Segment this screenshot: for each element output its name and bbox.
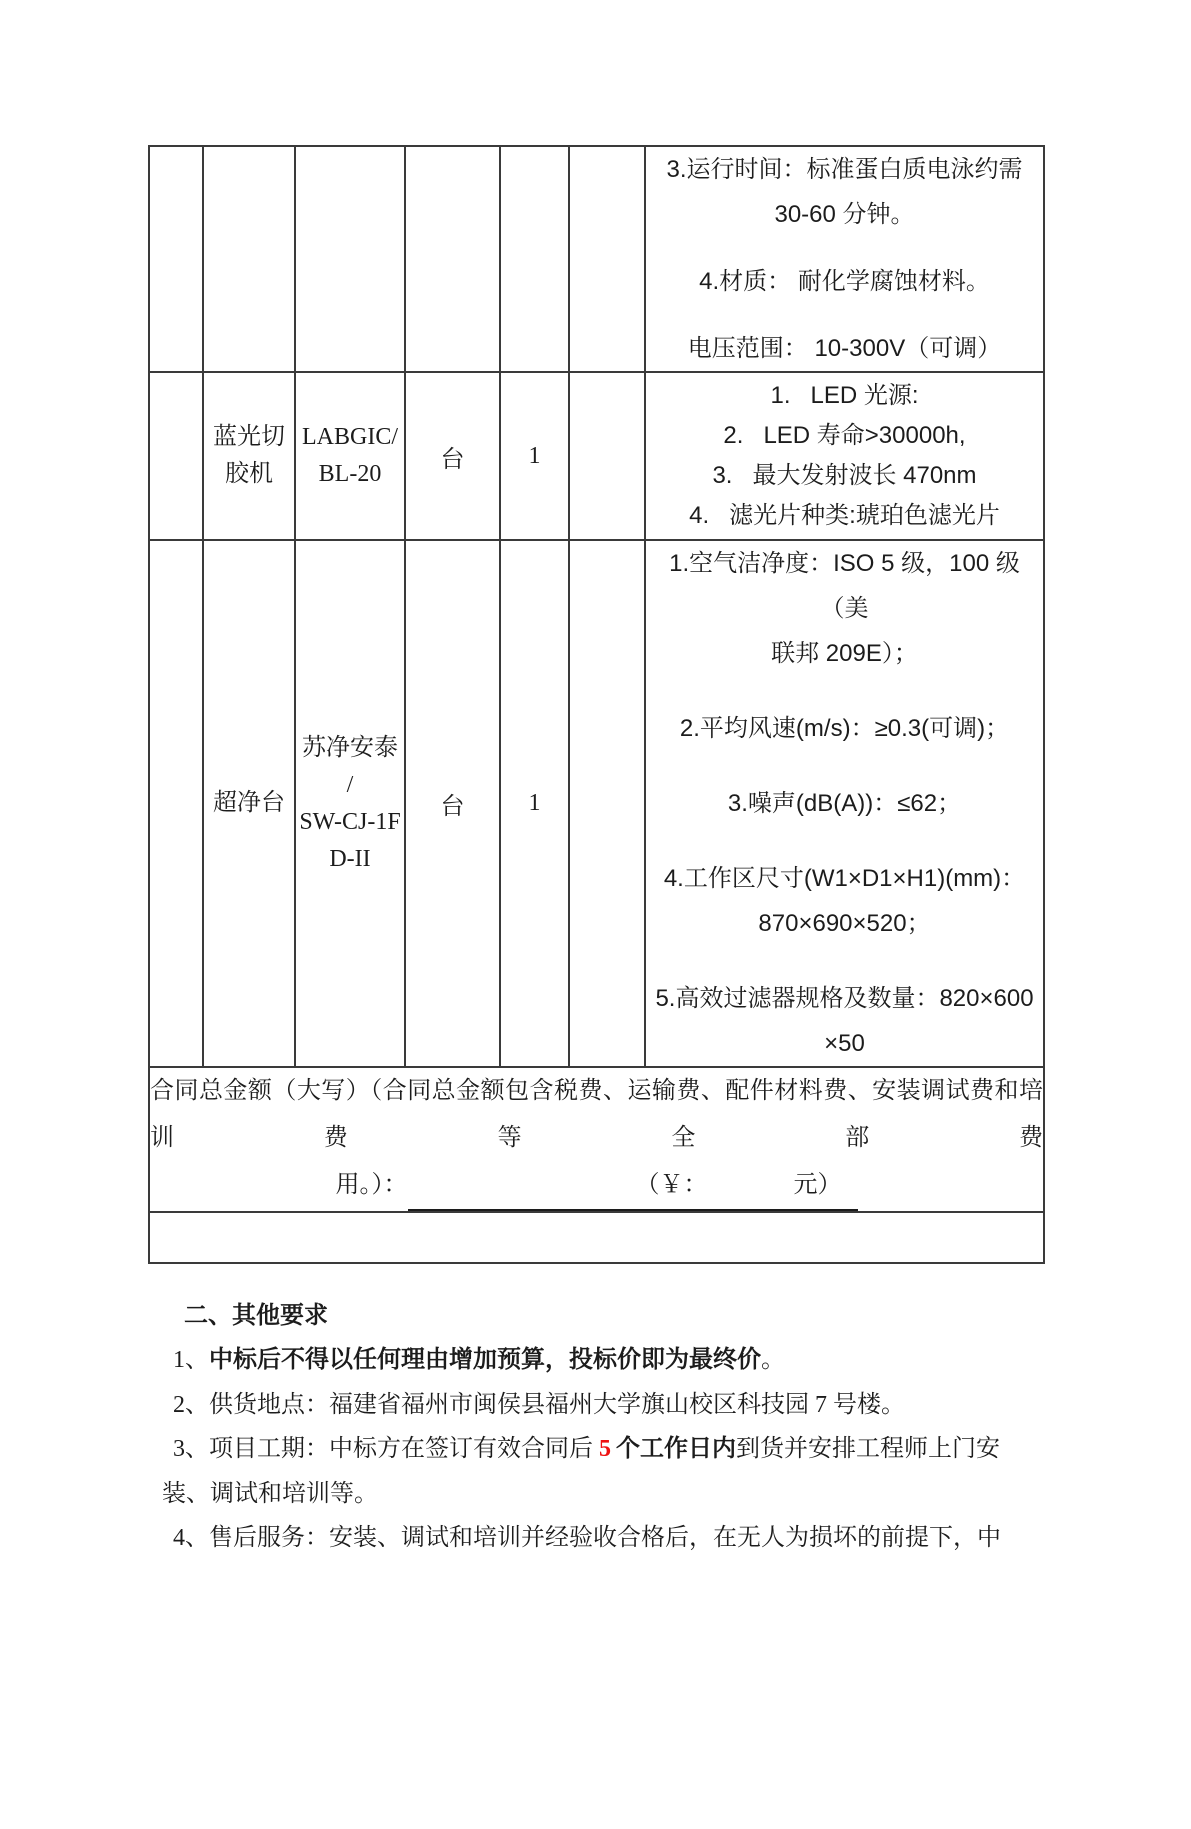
item-name: 超净台 [213, 790, 285, 816]
unit-cell: 台 [405, 372, 500, 540]
contract-total-text: 合同总金额（大写）（合同总金额包含税费、运输费、配件材料费、安装调试费和培训费等全部费 [150, 1078, 1043, 1151]
spec-line: 3. 最大发射波长 470nm [712, 462, 977, 489]
amount-blank [708, 1191, 794, 1192]
note-red-number: 5 [599, 1436, 611, 1462]
item-model: SW-CJ-1F [299, 808, 401, 835]
contract-total-row [149, 1067, 1044, 1212]
qty-cell: 1 [500, 372, 569, 540]
spec-line: 电压范围： 10-300V（可调） [687, 335, 1002, 362]
spec-line: 3.噪声(dB(A))：≤62； [727, 790, 962, 817]
spec-row-continuation [149, 146, 1044, 372]
unit-cell: 台 [405, 540, 500, 1067]
note-text: 3、项目工期：中标方在签订有效合同后 [173, 1436, 599, 1462]
contract-total-text: 用。）： [335, 1172, 408, 1198]
spec-cell [645, 372, 1044, 540]
spec-line: 1.空气洁净度：ISO 5 级，100 级（美 [669, 550, 1020, 622]
item-model: D-II [329, 845, 371, 872]
spec-line: 3.运行时间：标准蛋白质电泳约需 [666, 156, 1023, 183]
contract-total-cell [149, 1067, 1044, 1212]
empty-cell [569, 372, 645, 540]
item-model: BL-20 [318, 461, 382, 487]
note-item-4: 4、售后服务：安装、调试和培训并经验收合格后，在无人为损坏的前提下，中 [173, 1525, 1001, 1551]
note-text: 到货并安排工程师上门安 [736, 1436, 1000, 1462]
empty-cell [405, 146, 500, 372]
item-row [149, 540, 1044, 1067]
item-row [149, 372, 1044, 540]
item-model-cell [295, 540, 405, 1067]
spec-line: 联邦 209E）； [771, 640, 918, 667]
empty-cell [295, 146, 405, 372]
amount-blank [842, 1191, 858, 1192]
empty-cell [149, 146, 203, 372]
amount-blank [408, 1191, 636, 1192]
spec-line: 2. LED 寿命>30000h, [723, 422, 966, 449]
yuan-label: 元） [793, 1172, 842, 1198]
item-name: 胶机 [225, 461, 273, 487]
note-item-3-continuation: 装、调试和培训等。 [162, 1480, 378, 1507]
note-bold-text: 中标后不得以任何理由增加预算，投标价即为最终价 [209, 1347, 761, 1373]
currency-label: （￥： [635, 1172, 708, 1198]
spec-line: 4.工作区尺寸(W1×D1×H1)(mm)： [663, 865, 1026, 892]
spec-line: 4. 滤光片种类:琥珀色滤光片 [689, 502, 1000, 529]
spec-cell [645, 146, 1044, 372]
empty-cell [149, 1212, 1044, 1263]
item-model-cell [295, 372, 405, 540]
note-item-3 [162, 1427, 1043, 1472]
spec-line: 2.平均风速(m/s)：≥0.3(可调)； [679, 715, 1010, 742]
amount-blank-underline [408, 1162, 858, 1211]
item-name: 蓝光切 [213, 424, 285, 450]
document-page [148, 145, 1043, 1561]
other-requirements-heading: 二、其他要求 [184, 1303, 328, 1329]
spec-cell [645, 540, 1044, 1067]
spec-line: ×50 [824, 1030, 865, 1057]
empty-cell [500, 146, 569, 372]
empty-cell [149, 540, 203, 1067]
empty-cell [203, 146, 295, 372]
note-bold-text: 个工作日内 [616, 1436, 736, 1462]
item-name-cell [203, 540, 295, 1067]
item-model: / [346, 771, 354, 798]
empty-cell [149, 372, 203, 540]
empty-cell [569, 146, 645, 372]
spec-line: 30-60 分钟。 [774, 201, 915, 228]
item-model: 苏净安泰 [302, 734, 398, 761]
note-number: 1、 [173, 1347, 209, 1373]
item-name-cell [203, 372, 295, 540]
spec-line: 870×690×520； [758, 910, 931, 937]
spec-line: 5.高效过滤器规格及数量：820×600 [655, 985, 1034, 1012]
spec-line: 1. LED 光源: [770, 382, 919, 409]
equipment-spec-table [148, 145, 1045, 1264]
empty-cell [569, 540, 645, 1067]
other-requirements-section [162, 1294, 1043, 1561]
note-item-2: 2、供货地点：福建省福州市闽侯县福州大学旗山校区科技园 7 号楼。 [173, 1391, 905, 1418]
spec-line: 4.材质： 耐化学腐蚀材料。 [699, 268, 990, 295]
note-item-1 [162, 1338, 1043, 1383]
note-text: 。 [761, 1347, 785, 1373]
item-model: LABGIC/ [302, 424, 398, 450]
qty-cell: 1 [500, 540, 569, 1067]
table-footer-empty-row [149, 1212, 1044, 1263]
